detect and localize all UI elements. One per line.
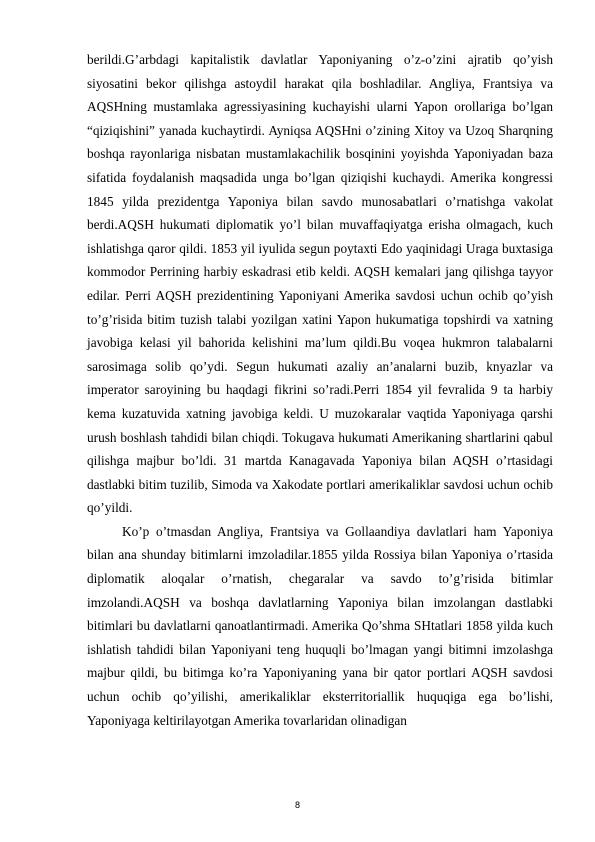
paragraph-1: berildi.G’arbdagi kapitalistik davlatlar Yaponiyaning o’z-o’zini ajratib qo’yish siyosatini bekor qilishga astoydil harakat qila boshladilar. Angliya, Frantsiya va AQSHning mustamlaka agressiyasining kuchayishi ularni Yapon orollariga bo’lgan “qiziqishini” yanada kuchaytirdi. Ayniqsa AQSHni o’zining Xitoy va Uzoq Sharqning boshqa rayonlariga nisbatan mustamlakachilik bosqinini yoyishda Yaponiyadan baza sifatida foydalanish maqsadida unga bo’lgan qiziqishi kuchaydi. Amerika kongressi 1845 yilda prezidentga Yaponiya bilan savdo munosabatlari o’rnatishga vakolat berdi.AQSH hukumati diplomatik yo’l bilan muvaffaqiyatga erisha olmagach, kuch ishlatishga qaror qildi. 1853 yil iyulida segun poytaxti Edo yaqinidagi Uraga buxtasiga kommodor Perrining harbiy eskadrasi etib keldi. AQSH kemalari jang qilishga tayyor edilar. Perri AQSH prezidentining Yaponiyani Amerika savdosi uchun ochib qo’yish to’g’risida bitim tuzish talabi yozilgan xatini Yapon hukumatiga topshirdi va xatning javobiga kelasi yil bahorida kelishini ma’lum qildi.Bu voqea hukmron talabalarni sarosimaga solib qo’ydi. Segun hukumati azaliy an’analarni buzib, knyazlar va imperator saroyining bu haqdagi fikrini so’radi.Perri 1854 yil fevralida 9 ta harbiy kema kuzatuvida xatning javobiga keldi. U muzokaralar vaqtida Yaponiyaga qarshi urush boshlash tahdidi bilan chiqdi. Tokugava hukumati Amerikaning shartlarini qabul qilishga majbur bo’ldi. 31 martda Kanagavada Yaponiya bilan AQSH o’rtasidagi dastlabki bitim tuzilib, Simoda va Xakodate portlari amerikaliklar savdosi uchun ochib qo’yildi. [87, 52, 553, 516]
page-number: 8 [294, 800, 300, 810]
body-text [87, 48, 553, 732]
paragraph-2: Ko’p o’tmasdan Angliya, Frantsiya va Gollaandiya davlatlari ham Yaponiya bilan ana shunday bitimlarni imzoladilar.1855 yilda Rossiya bilan Yaponiya o’rtasida diplomatik aloqalar o’rnatish, chegaralar va savdo to’g’risida bitimlar imzolandi.AQSH va boshqa davlatlarning Yaponiya bilan imzolangan dastlabki bitimlari bu davlatlarni qanoatlantirmadi. Amerika Qo’shma SHtatlari 1858 yilda kuch ishlatish tahdidi bilan Yaponiyani teng huquqli bo’lmagan yangi bitimni imzolashga majbur qildi, bu bitimga ko’ra Yaponiyaning yana bir qator portlari AQSH savdosi uchun ochib qo’yilishi, amerikaliklar eksterritoriallik huquqiga ega bo’lishi, Yaponiyaga keltirilayotgan Amerika tovarlaridan olinadigan [87, 523, 553, 728]
